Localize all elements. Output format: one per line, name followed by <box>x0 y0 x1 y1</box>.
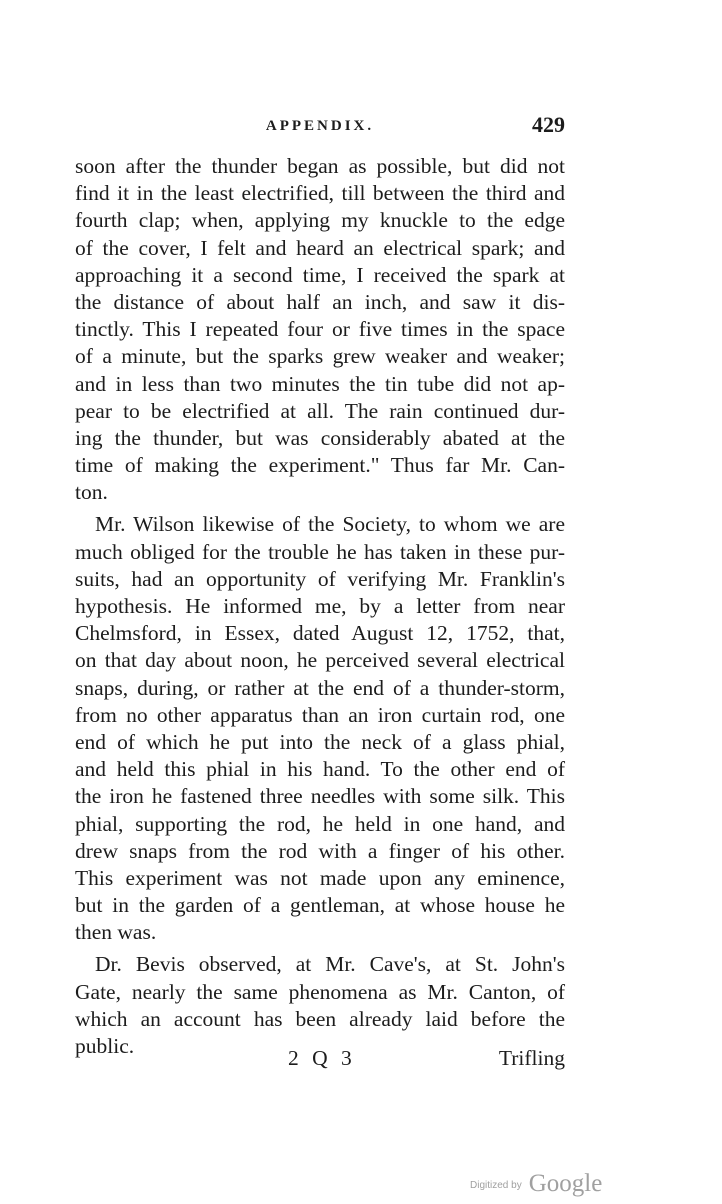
text-line: and held this phial in his hand. To the other end of <box>75 757 565 782</box>
text-line: the distance of about half an inch, and saw it dis- <box>75 289 565 314</box>
running-head <box>75 112 565 146</box>
text-line: but in the garden of a gentleman, at whose house he <box>75 893 565 918</box>
text-line: approaching it a second time, I received the spark at <box>75 262 565 287</box>
text-line: from no other apparatus than an iron curtain rod, one <box>75 702 565 727</box>
text-line: the iron he fastened three needles with some silk. This <box>75 784 565 809</box>
text-line: Mr. Wilson likewise of the Society, to whom we are <box>95 512 565 537</box>
text-line: ton. <box>75 480 108 505</box>
paragraph-2 <box>75 511 565 946</box>
text-line: which an account has been already laid before the <box>75 1006 565 1031</box>
watermark-brand: Google <box>528 1170 603 1197</box>
paragraph-1 <box>75 153 565 506</box>
text-line: much obliged for the trouble he has taken in these pur- <box>75 539 565 564</box>
text-line: tinctly. This I repeated four or five times in the space <box>75 317 565 342</box>
page-footer <box>75 1046 565 1076</box>
text-line: This experiment was not made upon any eminence, <box>75 865 565 890</box>
text-line: fourth clap; when, applying my knuckle to the edge <box>75 208 565 233</box>
text-line: drew snaps from the rod with a finger of his other. <box>75 838 565 863</box>
text-line: of a minute, but the sparks grew weaker and weaker; <box>75 344 565 369</box>
text-line: time of making the experiment." Thus far Mr. Can- <box>75 453 565 478</box>
text-line: Dr. Bevis observed, at Mr. Cave's, at St. John's <box>95 952 565 977</box>
running-title: APPENDIX. <box>265 118 375 134</box>
signature-mark: 2 Q 3 <box>288 1046 356 1070</box>
text-line: snaps, during, or rather at the end of a thunder-storm, <box>75 675 565 700</box>
text-line: end of which he put into the neck of a glass phial, <box>75 729 565 754</box>
text-line: phial, supporting the rod, he held in one hand, and <box>75 811 565 836</box>
text-line: hypothesis. He informed me, by a letter from near <box>75 594 565 618</box>
text-line: find it in the least electrified, till between the third and <box>75 181 565 206</box>
text-line: ing the thunder, but was considerably abated at the <box>75 425 565 450</box>
text-line: then was. <box>75 920 157 945</box>
text-line: pear to be electrified at all. The rain continued dur- <box>75 398 565 423</box>
text-line: public. <box>75 1034 135 1058</box>
digitization-watermark <box>470 1170 602 1200</box>
text-line: and in less than two minutes the tin tube did not ap- <box>75 371 565 396</box>
text-line: of the cover, I felt and heard an electrical spark; and <box>75 235 565 260</box>
text-line: Chelmsford, in Essex, dated August 12, 1752, that, <box>75 621 565 646</box>
page-number: 429 <box>532 112 565 137</box>
text-line: soon after the thunder began as possible, but did not <box>75 154 565 178</box>
watermark-prefix: Digitized by <box>470 1180 522 1191</box>
catchword: Trifling <box>498 1046 565 1070</box>
text-line: on that day about noon, he perceived several electrical <box>75 648 565 673</box>
text-line: suits, had an opportunity of verifying Mr. Franklin's <box>75 566 565 591</box>
paragraph-3 <box>75 951 565 1060</box>
body-text <box>75 153 565 1065</box>
text-line: Gate, nearly the same phenomena as Mr. Canton, of <box>75 979 565 1004</box>
